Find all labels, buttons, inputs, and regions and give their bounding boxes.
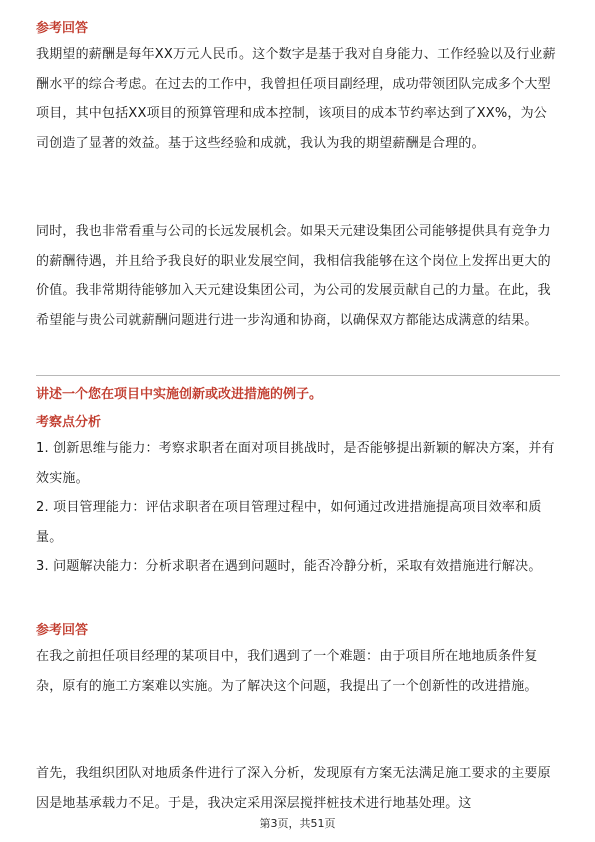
answer-1-paragraph-1: 我期望的薪酬是每年XX万元人民币。这个数字是基于我对自身能力、工作经验以及行业薪酬水平的综合考虑。在过去的工作中，我曾担任项目副经理，成功带领团队完成多个大型项目，其中包括XX项目的预算管理和成本控制，该项目的成本节约率达到了XX%，为公司创造了显著的效益。基于这些经验和成就，我认为我的期望薪酬是合理的。: [36, 47, 556, 151]
answer-2-paragraph-1: 在我之前担任项目经理的某项目中，我们遇到了一个难题：由于项目所在地地质条件复杂，原有的施工方案难以实施。为了解决这个问题，我提出了一个创新性的改进措施。: [36, 649, 538, 694]
section-divider: [36, 375, 560, 376]
page-number-footer: 第3页，共51页: [259, 817, 336, 830]
analysis-item-1: 1. 创新思维与能力：考察求职者在面对项目挑战时，是否能够提出新颖的解决方案，并有效实施。: [36, 441, 555, 486]
analysis-list: [36, 434, 560, 582]
answer-2-paragraph-2: 首先，我组织团队对地质条件进行了深入分析，发现原有方案无法满足施工要求的主要原因是地基承载力不足。于是，我决定采用深层搅拌桩技术进行地基处理。这: [36, 766, 551, 811]
analysis-item-2: 2. 项目管理能力：评估求职者在项目管理过程中，如何通过改进措施提高项目效率和质量。: [36, 500, 542, 545]
analysis-label: 考察点分析: [36, 415, 102, 430]
question-heading: 讲述一个您在项目中实施创新或改进措施的例子。: [36, 387, 323, 402]
answer-1-body-2: [36, 217, 560, 335]
answer-2-body: [36, 642, 560, 701]
answer-1-paragraph-2: 同时，我也非常看重与公司的长远发展机会。如果天元建设集团公司能够提供具有竞争力的薪酬待遇，并且给予我良好的职业发展空间，我相信我能够在这个岗位上发挥出更大的价值。我非常期待能够加入天元建设集团公司，为公司的发展贡献自己的力量。在此，我希望能与贵公司就薪酬问题进行进一步沟通和协商，以确保双方都能达成满意的结果。: [36, 224, 551, 328]
answer-label-1: 参考回答: [36, 21, 89, 36]
analysis-item-3: 3. 问题解决能力：分析求职者在遇到问题时，能否冷静分析，采取有效措施进行解决。: [36, 559, 542, 574]
answer-2-body-2: [36, 759, 560, 818]
answer-1-body: [36, 40, 560, 158]
answer-label-2: 参考回答: [36, 623, 89, 638]
